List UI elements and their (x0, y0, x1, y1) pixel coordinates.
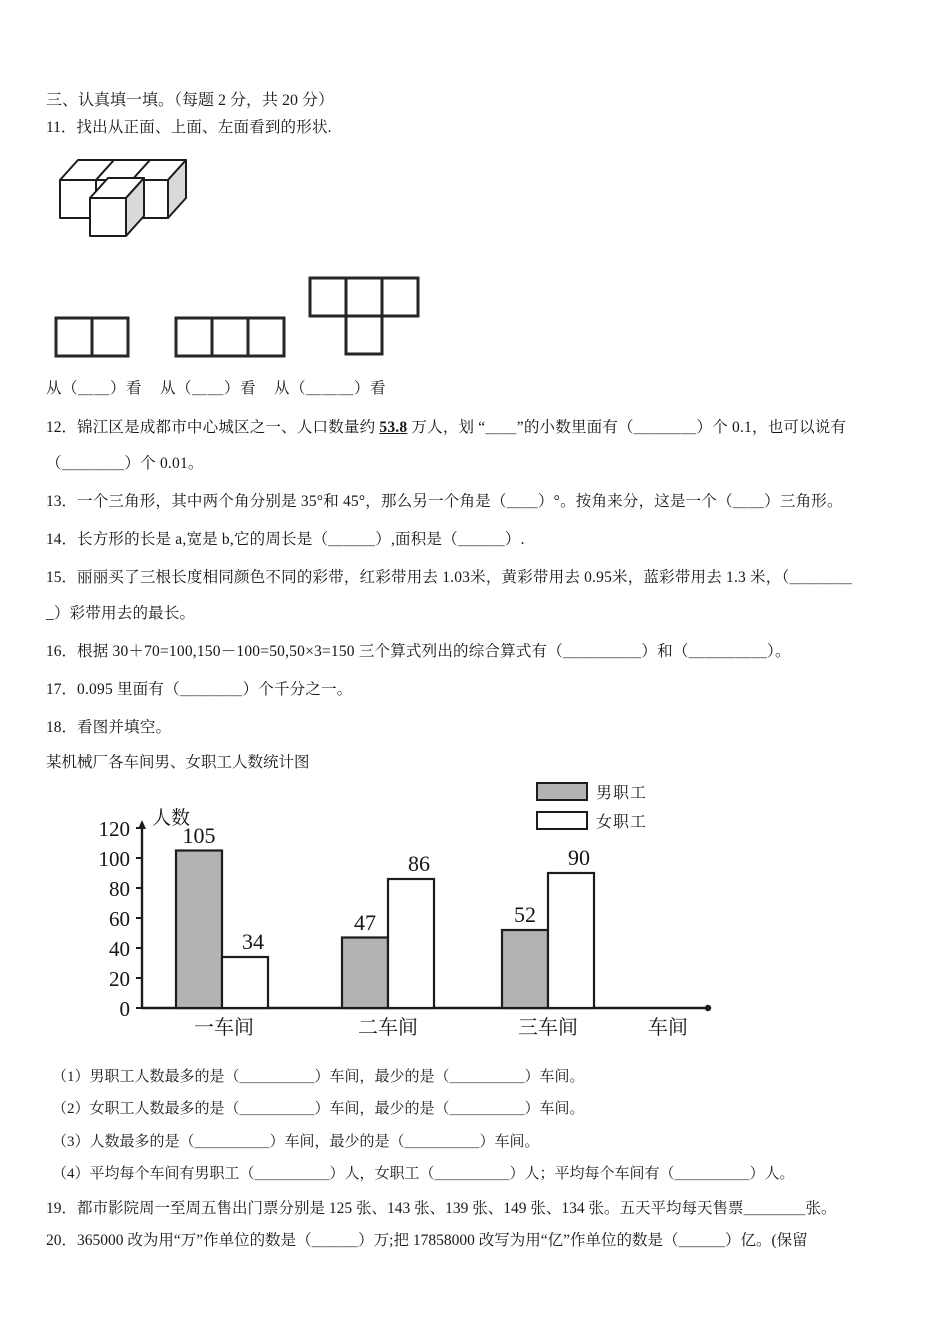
question-11-number: 11． (46, 118, 77, 136)
question-15-body: 丽丽买了三根长度相同颜色不同的彩带，红彩带用去 1.03米，黄彩带用去 0.95米，蓝彩带用去 1.3 米，（＿＿＿＿ (77, 568, 853, 586)
question-13-number: 13． (46, 492, 78, 510)
page-content (46, 88, 908, 1260)
question-19-number: 19． (46, 1199, 78, 1217)
question-17 (46, 678, 908, 702)
svg-text:80: 80 (109, 876, 130, 901)
svg-text:三车间: 三车间 (518, 1016, 578, 1039)
x-axis-end-dot (705, 1005, 711, 1011)
x-tick-labels (194, 1016, 578, 1039)
three-squares-icon (174, 316, 290, 358)
question-20-text (46, 1228, 908, 1254)
bar-value-male-3: 52 (514, 901, 536, 927)
question-15-number: 15． (46, 568, 78, 586)
question-20 (46, 1228, 908, 1254)
question-19-text (46, 1196, 908, 1222)
question-18-body: 看图并填空。 (77, 718, 172, 736)
question-20-number: 20． (46, 1232, 78, 1250)
svg-text:60: 60 (109, 906, 130, 931)
question-18 (46, 716, 908, 1186)
question-15 (46, 566, 908, 626)
bar-female-3 (548, 873, 594, 1008)
view-left-label: 从（＿＿＿）看 (274, 379, 387, 397)
svg-text:20: 20 (109, 966, 130, 991)
question-13 (46, 490, 908, 514)
question-12-text-b: 万人，划 “＿＿”的小数里面有（＿＿＿＿）个 0.1，也可以说有 (407, 418, 847, 436)
question-19-body: 都市影院周一至周五售出门票分别是 125 张、143 张、139 张、149 张、134 张。五天平均每天售票＿＿＿＿张。 (77, 1199, 837, 1217)
question-15-line-1 (46, 566, 908, 590)
y-tick-labels (99, 817, 131, 1021)
svg-text:120: 120 (98, 816, 130, 841)
question-13-body: 一个三角形，其中两个角分别是 35°和 45°，那么另一个角是（＿＿）°。按角来分，这是一个（＿＿）三角形。 (77, 492, 843, 510)
shape-t-figure (308, 276, 424, 363)
question-16-body: 根据 30＋70=100,150－100=50,50×3=150 三个算式列出的综合算式有（＿＿＿＿＿）和（＿＿＿＿＿）。 (77, 642, 791, 660)
legend-item-male (536, 780, 647, 803)
question-14-number: 14． (46, 530, 78, 548)
section-heading: 三、认真填一填。（每题 2 分，共 20 分） (46, 92, 335, 109)
legend-swatch-male (536, 782, 588, 801)
y-axis-label: 人数 (152, 807, 191, 829)
bar-female-2 (388, 879, 434, 1008)
bar-value-male-1: 105 (182, 822, 216, 848)
question-12-population-value: 53.8 (379, 418, 408, 436)
bar-male-1 (176, 850, 222, 1008)
question-12-line-2: （＿＿＿＿）个 0.01。 (46, 454, 204, 472)
question-17-body: 0.095 里面有（＿＿＿＿）个千分之一。 (77, 680, 353, 698)
question-12-number: 12． (46, 418, 78, 436)
question-20-body: 365000 改为用“万”作单位的数是（＿＿＿）万;把 17858000 改写为用“亿”作单位的数是（＿＿＿）亿。(保留 (77, 1232, 808, 1250)
question-11-text (46, 116, 908, 140)
view-top-label: 从（＿＿）看 (160, 379, 257, 397)
question-12-text-a: 锦江区是成都市中心城区之一、人口数量约 (77, 418, 380, 436)
question-16 (46, 640, 908, 664)
sub-question-4: （4）平均每个车间有男职工（＿＿＿＿＿）人，女职工（＿＿＿＿＿）人；平均每个车间有（＿＿＿＿＿）人。 (52, 1166, 795, 1183)
cubes-3d-icon (56, 156, 236, 246)
svg-text:100: 100 (98, 846, 130, 871)
question-17-number: 17． (46, 680, 78, 698)
t-shape-icon (308, 276, 424, 358)
sub-question-1: （1）男职工人数最多的是（＿＿＿＿＿）车间，最少的是（＿＿＿＿＿）车间。 (52, 1068, 585, 1085)
question-11-view-line (46, 376, 908, 398)
svg-text:二车间: 二车间 (358, 1016, 418, 1039)
three-cubes-figure (56, 156, 236, 246)
question-14-text (46, 528, 908, 552)
question-18-sub-questions (46, 1066, 908, 1186)
chart-title: 某机械厂各车间男、女职工人数统计图 (46, 753, 310, 771)
bar-value-male-2: 47 (354, 909, 376, 935)
question-14 (46, 528, 908, 552)
svg-text:0: 0 (119, 996, 130, 1021)
svg-text:一车间: 一车间 (194, 1016, 254, 1039)
shape-three-squares-row (174, 316, 290, 363)
bar-value-female-1: 34 (242, 928, 264, 954)
question-18-text (46, 716, 908, 740)
question-15-line-2: _）彩带用去的最长。 (46, 604, 196, 622)
question-14-body: 长方形的长是 a,宽是 b,它的周长是（＿＿＿）,面积是（＿＿＿）. (77, 530, 525, 548)
question-12 (46, 416, 908, 476)
legend-label-female: 女职工 (596, 813, 648, 831)
sub-question-3: （3）人数最多的是（＿＿＿＿＿）车间，最少的是（＿＿＿＿＿）车间。 (52, 1133, 540, 1150)
bar-male-2 (342, 937, 388, 1008)
bar-value-female-3: 90 (568, 844, 590, 870)
question-11 (46, 116, 908, 398)
x-axis-label: 车间 (648, 1016, 688, 1039)
question-13-text (46, 490, 908, 514)
two-squares-icon (54, 316, 134, 358)
question-16-number: 16． (46, 642, 78, 660)
question-18-number: 18． (46, 718, 78, 736)
chart-plot-area (50, 807, 750, 1045)
question-12-line-1 (46, 416, 908, 440)
question-16-text (46, 640, 908, 664)
bar-chart-svg (50, 807, 750, 1045)
bar-female-1 (222, 957, 268, 1008)
sub-question-2: （2）女职工人数最多的是（＿＿＿＿＿）车间，最少的是（＿＿＿＿＿）车间。 (52, 1101, 585, 1118)
shape-two-squares-row (54, 316, 134, 363)
workshop-bar-chart (50, 778, 750, 1048)
legend-label-male: 男职工 (596, 784, 648, 802)
question-17-text (46, 678, 908, 702)
svg-text:40: 40 (109, 936, 130, 961)
question-19 (46, 1196, 908, 1222)
flat-shapes-row (46, 268, 908, 368)
question-11-body: 找出从正面、上面、左面看到的形状. (76, 118, 332, 136)
bar-male-3 (502, 930, 548, 1008)
bar-value-female-2: 86 (408, 850, 430, 876)
view-front-label: 从（＿＿）看 (46, 379, 143, 397)
